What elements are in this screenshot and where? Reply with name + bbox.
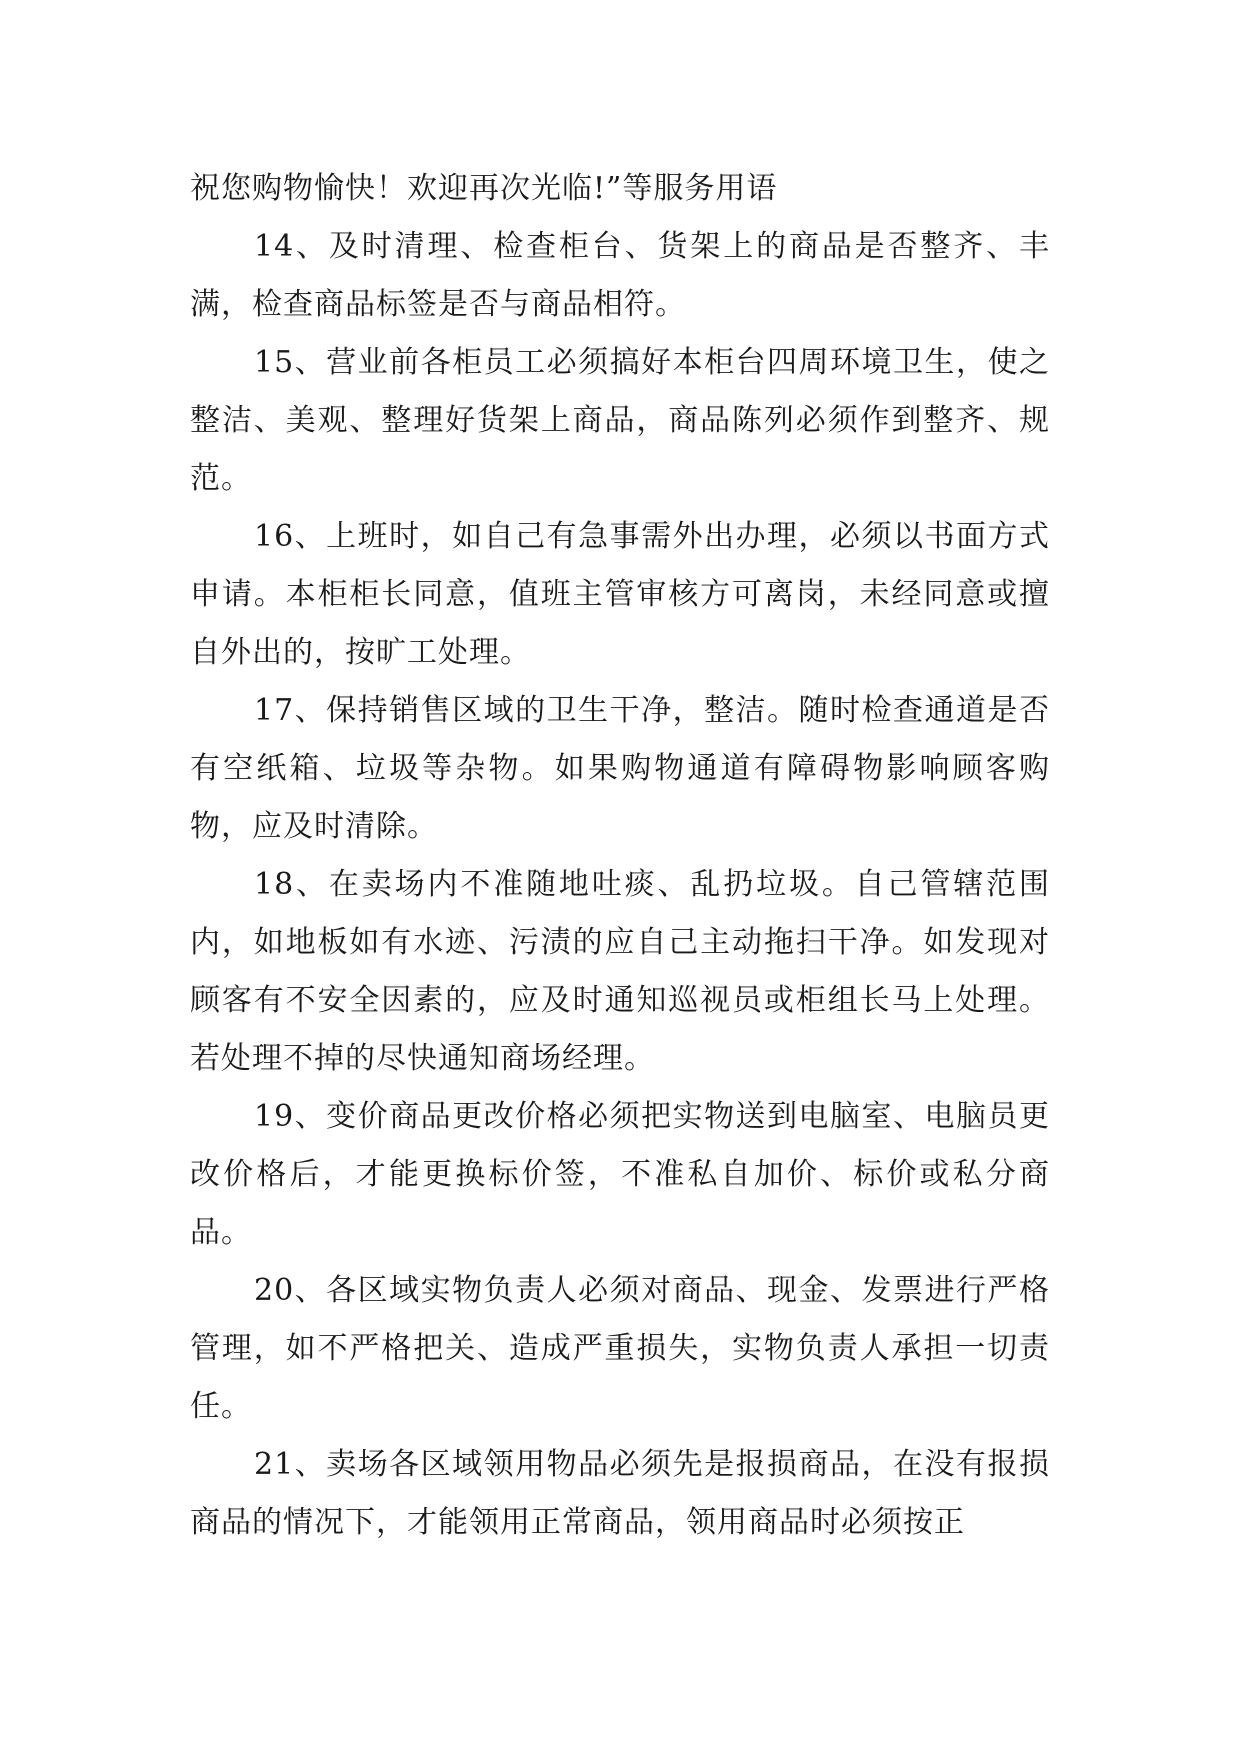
paragraph-item-20: 20、各区域实物负责人必须对商品、现金、发票进行严格管理，如不严格把关、造成严重损失，实物负责人承担一切责任。: [190, 1273, 1050, 1424]
paragraph-item-15: 15、营业前各柜员工必须搞好本柜台四周环境卫生，使之整洁、美观、整理好货架上商品，商品陈列必须作到整齐、规范。: [190, 345, 1050, 496]
paragraph-item-21: 21、卖场各区域领用物品必须先是报损商品，在没有报损商品的情况下，才能领用正常商品，领用商品时必须按正: [190, 1447, 1050, 1540]
paragraph-item-16: 16、上班时，如自己有急事需外出办理，必须以书面方式申请。本柜柜长同意，值班主管审核方可离岗，未经同意或擅自外出的，按旷工处理。: [190, 519, 1050, 670]
document-body: [190, 160, 1050, 1552]
paragraph-item-18: 18、在卖场内不准随地吐痰、乱扔垃圾。自己管辖范围内，如地板如有水迹、污渍的应自己主动拖扫干净。如发现对顾客有不安全因素的，应及时通知巡视员或柜组长马上处理。若处理不掉的尽快通知商场经理。: [190, 867, 1050, 1076]
paragraph-item-17: 17、保持销售区域的卫生干净，整洁。随时检查通道是否有空纸箱、垃圾等杂物。如果购物通道有障碍物影响顾客购物，应及时清除。: [190, 693, 1050, 844]
paragraph-item-19: 19、变价商品更改价格必须把实物送到电脑室、电脑员更改价格后，才能更换标价签，不准私自加价、标价或私分商品。: [190, 1099, 1050, 1250]
paragraph-continuation: 祝您购物愉快！欢迎再次光临!”等服务用语: [190, 171, 778, 206]
paragraph-item-14: 14、及时清理、检查柜台、货架上的商品是否整齐、丰满，检查商品标签是否与商品相符。: [190, 229, 1050, 322]
